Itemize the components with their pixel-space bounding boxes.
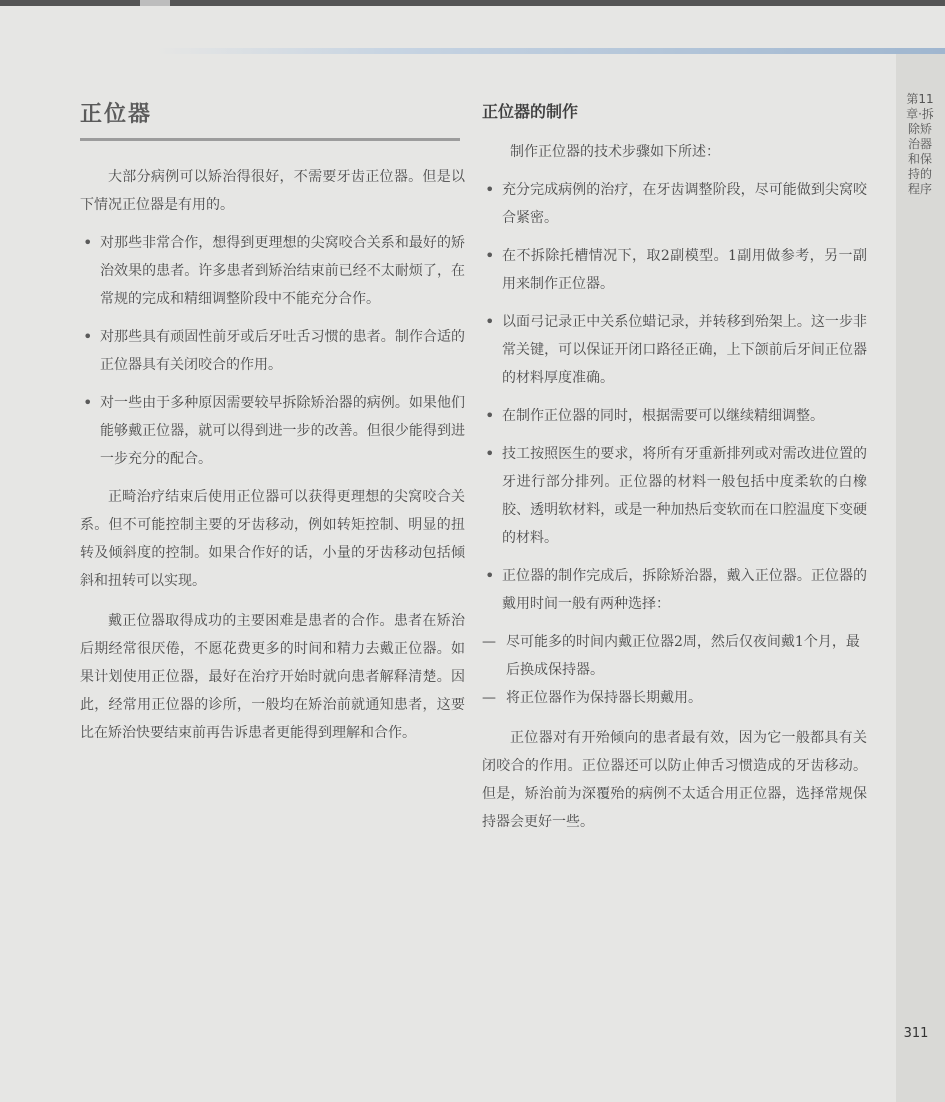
indication-list: [80, 229, 465, 473]
body-paragraph-2: 正畸治疗结束后使用正位器可以获得更理想的尖窝咬合关系。但不可能控制主要的牙齿移动，例如转矩控制、明显的扭转及倾斜度的控制。如果合作好的话，小量的牙齿移动包括倾斜和扭转可以实现。: [80, 489, 465, 589]
intro-paragraph: 大部分病例可以矫治得很好，不需要牙齿正位器。但是以下情况正位器是有用的。: [80, 169, 465, 213]
left-column: [80, 95, 465, 747]
top-band-gap: [140, 0, 170, 6]
page-number: 311: [903, 1026, 929, 1041]
chapter-title-vertical: 第11章·拆除矫治器和保持的程序: [906, 92, 934, 196]
wear-option-2: — 将正位器作为保持器长期戴用。: [482, 684, 867, 712]
title-underline: [80, 138, 460, 141]
header-gradient-rule: [155, 48, 945, 54]
step-item-2: • 在不拆除托槽情况下，取2副模型。1副用做参考，另一副用来制作正位器。: [482, 242, 867, 298]
closing-paragraph: 正位器对有开殆倾向的患者最有效，因为它一般都具有关闭咬合的作用。正位器还可以防止伸舌习惯造成的牙齿移动。但是，矫治前为深覆殆的病例不太适合用正位器，选择常规保持器会更好一些。: [482, 730, 867, 830]
step-item-6: • 正位器的制作完成后，拆除矫治器，戴入正位器。正位器的戴用时间一般有两种选择：: [482, 562, 867, 618]
step-item-5: • 技工按照医生的要求，将所有牙重新排列或对需改进位置的牙进行部分排列。正位器的材料一般包括中度柔软的白橡胶、透明软材料，或是一种加热后变软而在口腔温度下变硬的材料。: [482, 440, 867, 552]
body-paragraph-3: 戴正位器取得成功的主要困难是患者的合作。患者在矫治后期经常很厌倦，不愿花费更多的时间和精力去戴正位器。如果计划使用正位器，最好在治疗开始时就向患者解释清楚。因此，经常用正位器的诊所，一般均在矫治前就通知患者，这要比在矫治快要结束前再告诉患者更能得到理解和合作。: [80, 613, 465, 741]
steps-list: [482, 176, 867, 618]
indication-item-3: • 对一些由于多种原因需要较早拆除矫治器的病例。如果他们能够戴正位器，就可以得到进一步的改善。但很少能得到进一步充分的配合。: [80, 389, 465, 473]
wear-option-1: — 尽可能多的时间内戴正位器2周，然后仅夜间戴1个月，最后换成保持器。: [482, 628, 867, 684]
subsection-title: 正位器的制作: [482, 102, 579, 121]
section-title: 正位器: [80, 102, 153, 127]
indication-item-2: • 对那些具有顽固性前牙或后牙吐舌习惯的患者。制作合适的正位器具有关闭咬合的作用。: [80, 323, 465, 379]
right-column: [482, 95, 867, 836]
steps-intro: 制作正位器的技术步骤如下所述：: [510, 144, 720, 160]
indication-item-1: • 对那些非常合作，想得到更理想的尖窝咬合关系和最好的矫治效果的患者。许多患者到矫治结束前已经不太耐烦了，在常规的完成和精细调整阶段中不能充分合作。: [80, 229, 465, 313]
step-item-3: • 以面弓记录正中关系位蜡记录，并转移到殆架上。这一步非常关键，可以保证开闭口路径正确，上下颌前后牙间正位器的材料厚度准确。: [482, 308, 867, 392]
step-item-4: • 在制作正位器的同时，根据需要可以继续精细调整。: [482, 402, 867, 430]
chapter-sidebar-strip: [896, 54, 945, 1102]
wear-options-list: [482, 628, 867, 712]
step-item-1: • 充分完成病例的治疗，在牙齿调整阶段，尽可能做到尖窝咬合紧密。: [482, 176, 867, 232]
